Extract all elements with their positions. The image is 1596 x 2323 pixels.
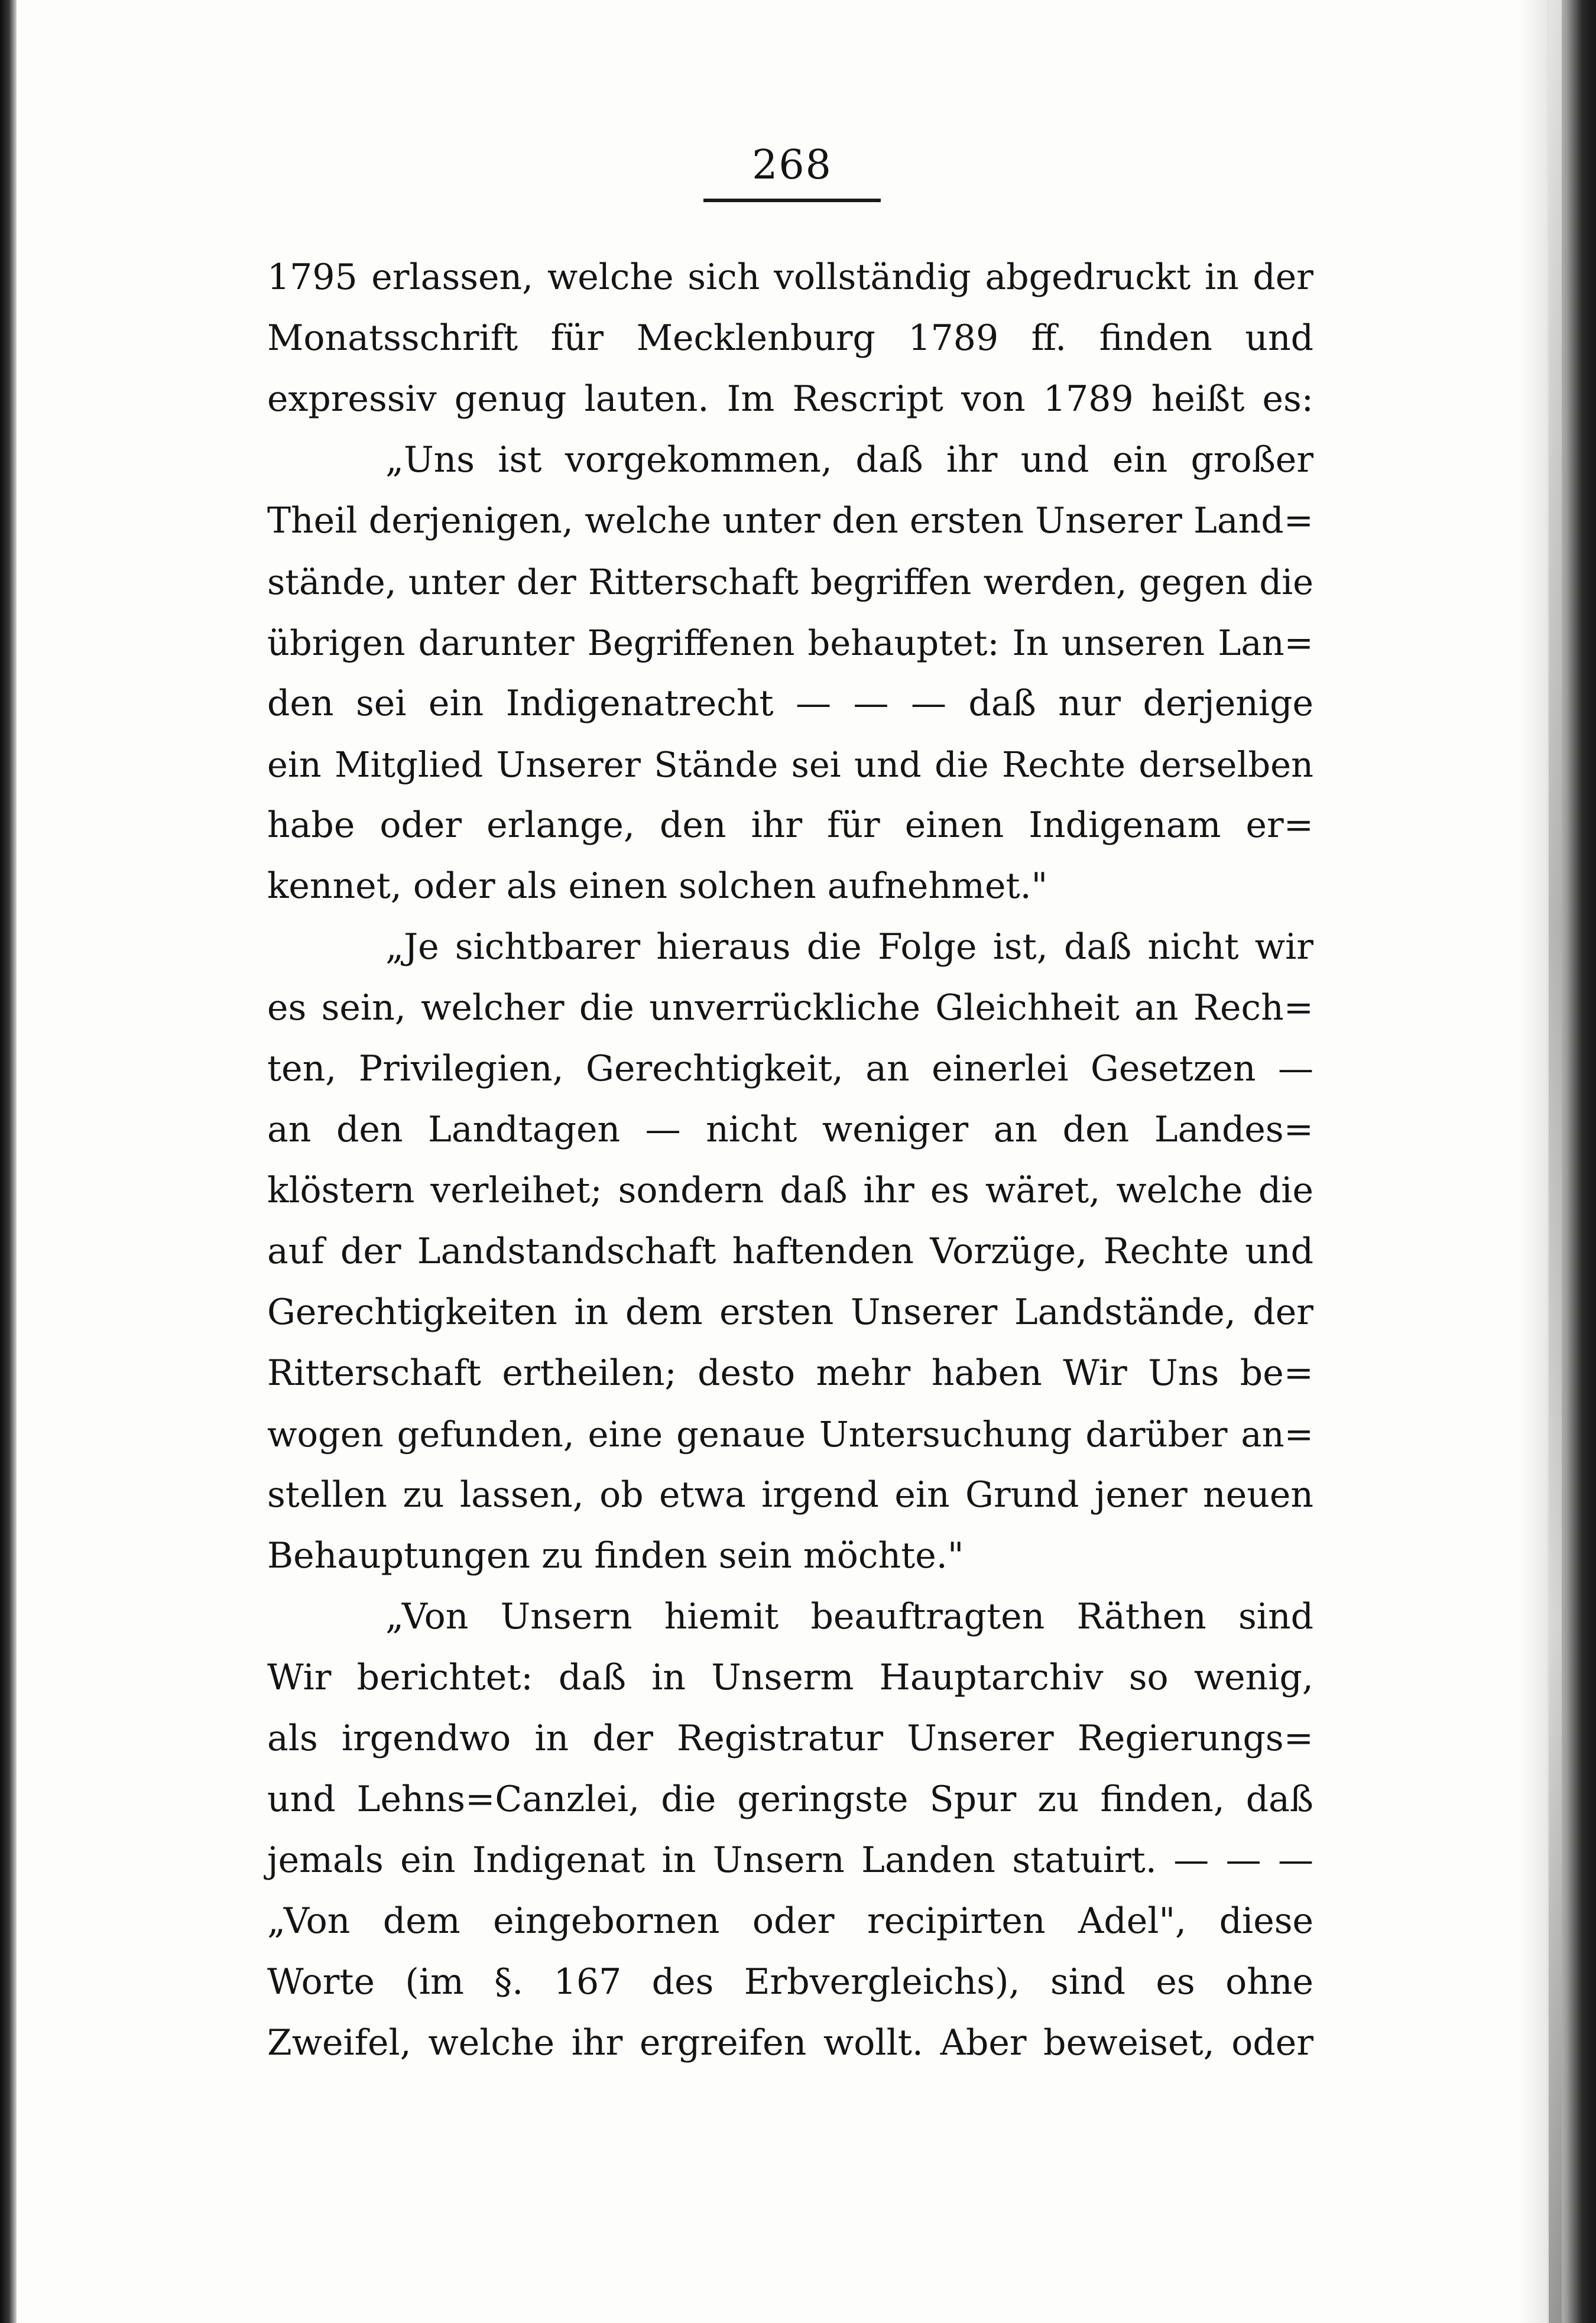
body-text: [267, 247, 1313, 2074]
header-rule: [703, 199, 881, 202]
text-line: an den Landtagen — nicht weniger an den Landes=: [267, 1109, 1313, 1150]
text-line: Zweifel, welche ihr ergreifen wollt. Aber beweiset, oder: [267, 2022, 1313, 2064]
text-line: übrigen darunter Begriffenen behauptet: In unseren Lan=: [267, 622, 1313, 663]
binding-edge: [0, 0, 17, 2323]
text-line: den sei ein Indigenatrecht — — — daß nur derjenige: [267, 683, 1313, 724]
text-line: Ritterschaft ertheilen; desto mehr haben Wir Uns be=: [267, 1352, 1313, 1394]
page-number: 268: [752, 142, 832, 189]
text-line: stellen zu lassen, ob etwa irgend ein Grund jener neuen: [267, 1474, 1313, 1516]
text-line: „Uns ist vorgekommen, daß ihr und ein großer: [385, 439, 1313, 481]
text-line: „Von dem eingebornen oder recipirten Adel", diese: [267, 1900, 1313, 1942]
text-line: jemals ein Indigenat in Unsern Landen statuirt. — — —: [267, 1839, 1313, 1881]
text-line: klöstern verleihet; sondern daß ihr es wäret, welche die: [267, 1170, 1313, 1211]
text-line: ein Mitglied Unserer Stände sei und die Rechte derselben: [267, 744, 1313, 785]
text-line: Theil derjenigen, welche unter den ersten Unserer Land=: [267, 500, 1313, 541]
text-line: Worte (im §. 167 des Erbvergleichs), sind es ohne: [267, 1961, 1313, 2003]
text-line: Gerechtigkeiten in dem ersten Unserer Landstände, der: [267, 1292, 1313, 1333]
text-line: Wir berichtet: daß in Unserm Hauptarchiv so wenig,: [267, 1657, 1313, 1698]
text-line: wogen gefunden, eine genaue Untersuchung darüber an=: [267, 1414, 1313, 1455]
text-line: es sein, welcher die unverrückliche Gleichheit an Rech=: [267, 987, 1313, 1029]
text-line: habe oder erlange, den ihr für einen Indigenam er=: [267, 804, 1313, 846]
text-line: kennet, oder als einen solchen aufnehmet.": [267, 865, 1048, 907]
text-line: und Lehns=Canzlei, die geringste Spur zu finden, daß: [267, 1779, 1313, 1820]
text-line: als irgendwo in der Registratur Unserer Regierungs=: [267, 1718, 1313, 1759]
text-line: stände, unter der Ritterschaft begriffen werden, gegen die: [267, 562, 1313, 602]
scan-edge-stripe: [1549, 0, 1562, 2323]
page-header: [698, 142, 887, 207]
text-line: „Je sichtbarer hieraus die Folge ist, daß nicht wir: [385, 926, 1313, 968]
text-line: Behauptungen zu finden sein möchte.": [267, 1535, 964, 1576]
text-line: ten, Privilegien, Gerechtigkeit, an einerlei Gesetzen —: [267, 1048, 1313, 1089]
text-line: „Von Unsern hiemit beauftragten Räthen sind: [385, 1596, 1313, 1637]
text-line: expressiv genug lauten. Im Rescript von 1789 heißt es:: [267, 378, 1313, 420]
text-line: auf der Landstandschaft haftenden Vorzüge, Rechte und: [267, 1231, 1313, 1272]
text-line: Monatsschrift für Mecklenburg 1789 ff. finden und: [267, 317, 1313, 359]
text-line: 1795 erlassen, welche sich vollständig abgedruckt in der: [267, 257, 1313, 298]
